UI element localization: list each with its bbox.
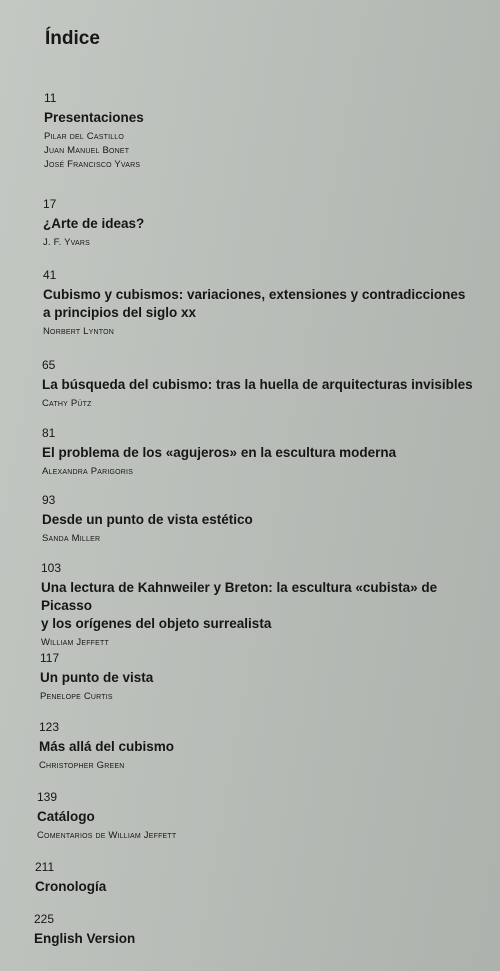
entry-title (42, 511, 482, 529)
entry-title-line: Una lectura de Kahnweiler y Breton: la escultura «cubista» de Picasso (41, 580, 438, 613)
entry-title-line: Cubismo y cubismos: variaciones, extensiones y contradicciones (43, 287, 466, 302)
entry-author: Juan Manuel Bonet (44, 145, 130, 156)
entry-authors (43, 236, 483, 250)
entry-authors (42, 465, 482, 479)
entry-authors (43, 325, 483, 339)
entry-title-line: a principios del siglo xx (43, 305, 197, 320)
entry-title-line: Catálogo (37, 809, 95, 824)
entry-title-line: La búsqueda del cubismo: tras la huella de arquitecturas invisibles (42, 377, 473, 392)
toc-entry (42, 425, 482, 479)
entry-author: Norbert Lynton (43, 326, 114, 337)
entry-page-number: 81 (42, 426, 56, 440)
toc-entry (42, 492, 482, 546)
entry-author: Pilar del Castillo (44, 131, 125, 142)
entry-author: Christopher Green (39, 760, 125, 771)
entry-authors (39, 759, 479, 773)
entry-authors (42, 532, 482, 546)
toc-entry (43, 267, 483, 339)
toc-entry (34, 911, 474, 948)
entry-page-number: 225 (34, 912, 55, 926)
index-title: Índice (45, 28, 100, 49)
entry-page-number: 11 (44, 91, 57, 105)
entry-author: Alexandra Parigoris (42, 466, 134, 477)
entry-author: Comentarios de William Jeffett (37, 830, 177, 841)
entry-author: Penelope Curtis (40, 691, 113, 702)
entry-page-number: 17 (43, 197, 57, 211)
entry-title-line: Un punto de vista (40, 670, 154, 685)
entry-page-number: 65 (42, 358, 56, 372)
entry-author: Cathy Pütz (42, 398, 92, 409)
entry-page-number: 93 (42, 493, 56, 507)
entry-title-line: Más allá del cubismo (39, 739, 175, 754)
entry-title (37, 808, 477, 826)
entry-title-line: Cronología (35, 879, 107, 894)
entry-title (34, 930, 474, 948)
entry-authors (37, 829, 477, 843)
toc-entry (43, 196, 483, 250)
entry-title (39, 738, 479, 756)
entry-title (35, 878, 475, 896)
toc-entry (39, 719, 479, 773)
entry-page-number: 211 (35, 860, 55, 874)
entry-title-line: ¿Arte de ideas? (43, 216, 145, 231)
entry-authors (41, 636, 481, 650)
entry-author: Sanda Miller (42, 533, 101, 544)
entry-title (40, 669, 480, 687)
entry-page-number: 103 (41, 561, 62, 575)
entry-page-number: 123 (39, 720, 60, 734)
entry-title-line: Presentaciones (44, 110, 144, 125)
entry-title-line: English Version (34, 931, 136, 946)
toc-entry (44, 90, 484, 172)
entry-page-number: 139 (37, 790, 58, 804)
entry-author: William Jeffett (41, 637, 109, 648)
entry-page-number: 117 (40, 651, 60, 665)
entry-title (42, 376, 482, 394)
entry-authors (42, 397, 482, 411)
entry-title-line: y los orígenes del objeto surrealista (41, 616, 272, 631)
entry-page-number: 41 (43, 268, 57, 282)
entry-title (44, 109, 484, 127)
entry-title (41, 579, 481, 633)
toc-entry (42, 357, 482, 411)
toc-entry (40, 650, 480, 704)
entry-author: J. F. Yvars (43, 237, 90, 248)
toc-entry (37, 789, 477, 843)
entry-title-line: Desde un punto de vista estético (42, 512, 253, 527)
toc-entry (41, 560, 481, 650)
entry-title (43, 215, 483, 233)
entry-authors (40, 690, 480, 704)
entry-title-line: El problema de los «agujeros» en la escultura moderna (42, 445, 397, 460)
entry-author: José Francisco Yvars (44, 159, 141, 170)
entry-authors (44, 130, 484, 172)
entry-title (43, 286, 483, 322)
entry-title (42, 444, 482, 462)
toc-entry (35, 859, 475, 896)
